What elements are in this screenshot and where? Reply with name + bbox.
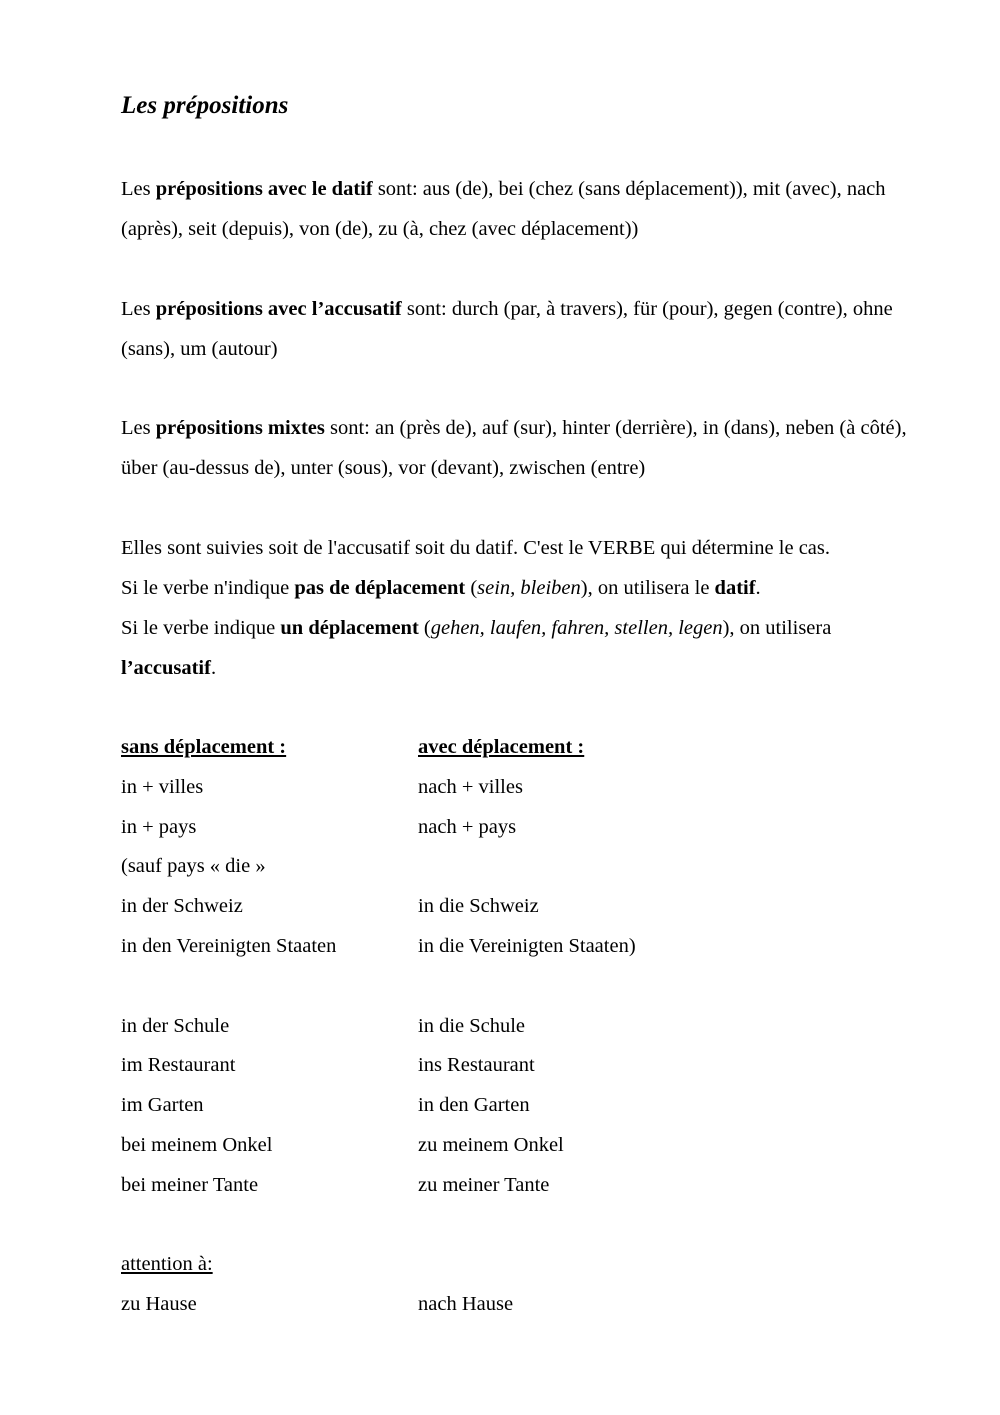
page-title: Les prépositions xyxy=(121,92,289,119)
table-row-attention xyxy=(121,1245,911,1285)
text: sont: an (près de), auf (sur), hinter (derrière), in (dans), neben (à côté), über (au-dessus de), unter (sous), vor (devant), zwischen (entre) xyxy=(121,417,907,479)
paragraph-datif xyxy=(121,169,911,249)
table-row xyxy=(121,1086,911,1126)
text: Si le verbe n'indique xyxy=(121,577,295,599)
cell-right: nach + pays xyxy=(418,815,517,838)
cell-right: ins Restaurant xyxy=(418,1054,535,1077)
text: ( xyxy=(418,617,431,639)
text: sont: aus (de), bei (chez (sans déplacement)), mit (avec), nach (après), seit (depuis), von (de), zu (à, chez (avec déplacement)) xyxy=(121,178,886,240)
text: . xyxy=(755,577,761,599)
cell-left: in + villes xyxy=(121,775,204,798)
text: . xyxy=(210,657,217,679)
cell-right: in die Schule xyxy=(418,1014,526,1037)
text: ), on utilisera xyxy=(722,617,832,639)
cell-left: im Garten xyxy=(121,1094,204,1117)
cell-left: in + pays xyxy=(121,815,197,838)
text: Les xyxy=(121,178,156,200)
bold-term: prépositions avec l’accusatif xyxy=(155,298,402,320)
cell-left: in den Vereinigten Staaten xyxy=(121,934,337,957)
text: ( xyxy=(465,577,478,599)
table-header xyxy=(121,728,911,768)
table-row xyxy=(121,927,911,967)
cell-left: (sauf pays « die » xyxy=(121,855,266,878)
table-row-empty xyxy=(121,967,911,1007)
text: Les xyxy=(121,417,156,439)
bold-term: prépositions avec le datif xyxy=(155,178,373,200)
text: sont: durch (par, à travers), für (pour), gegen (contre), ohne (sans), um (autour) xyxy=(121,298,893,360)
text: Les xyxy=(121,298,156,320)
bold-term: datif xyxy=(714,577,756,599)
table-row xyxy=(121,1046,911,1086)
table-row xyxy=(121,847,911,887)
attention-label: attention à: xyxy=(121,1253,213,1276)
header-sans-deplacement: sans déplacement : xyxy=(121,736,287,758)
cell-left: in der Schule xyxy=(121,1014,230,1037)
cell-left: bei meiner Tante xyxy=(121,1173,259,1196)
cell-right: nach + villes xyxy=(418,775,523,798)
paragraph-mixtes xyxy=(121,408,911,488)
header-avec-deplacement: avec déplacement : xyxy=(418,736,585,758)
cell-left: zu Hause xyxy=(121,1293,197,1316)
paragraph-rule xyxy=(121,528,911,688)
table-row xyxy=(121,1285,911,1325)
italic-examples: sein, bleiben xyxy=(477,577,581,599)
cell-right: zu meinem Onkel xyxy=(418,1133,564,1156)
cell-left: in der Schweiz xyxy=(121,895,243,918)
cell-right: zu meiner Tante xyxy=(418,1173,550,1196)
comparison-table xyxy=(121,728,911,1325)
table-row xyxy=(121,1126,911,1166)
cell-right: in den Garten xyxy=(418,1094,530,1117)
cell-right: in die Vereinigten Staaten) xyxy=(418,934,636,957)
paragraph-accusatif xyxy=(121,289,911,369)
italic-examples: gehen, laufen, fahren, stellen, legen xyxy=(430,617,723,639)
table-row-empty xyxy=(121,1206,911,1246)
text: ), on utilisera le xyxy=(580,577,715,599)
table-row xyxy=(121,1166,911,1206)
table-row xyxy=(121,1007,911,1047)
cell-right: nach Hause xyxy=(418,1293,514,1316)
cell-left: bei meinem Onkel xyxy=(121,1133,273,1156)
bold-term: un déplacement xyxy=(280,617,419,639)
cell-left: im Restaurant xyxy=(121,1054,236,1077)
cell-right: in die Schweiz xyxy=(418,895,539,918)
table-row xyxy=(121,887,911,927)
bold-term: l’accusatif xyxy=(121,657,211,679)
text: Si le verbe indique xyxy=(121,617,281,639)
table-row xyxy=(121,808,911,848)
table-row xyxy=(121,768,911,808)
bold-term: prépositions mixtes xyxy=(155,417,325,439)
bold-term: pas de déplacement xyxy=(294,577,466,599)
rule-line-1: Elles sont suivies soit de l'accusatif soit du datif. C'est le VERBE qui détermine le cas. xyxy=(121,537,831,559)
